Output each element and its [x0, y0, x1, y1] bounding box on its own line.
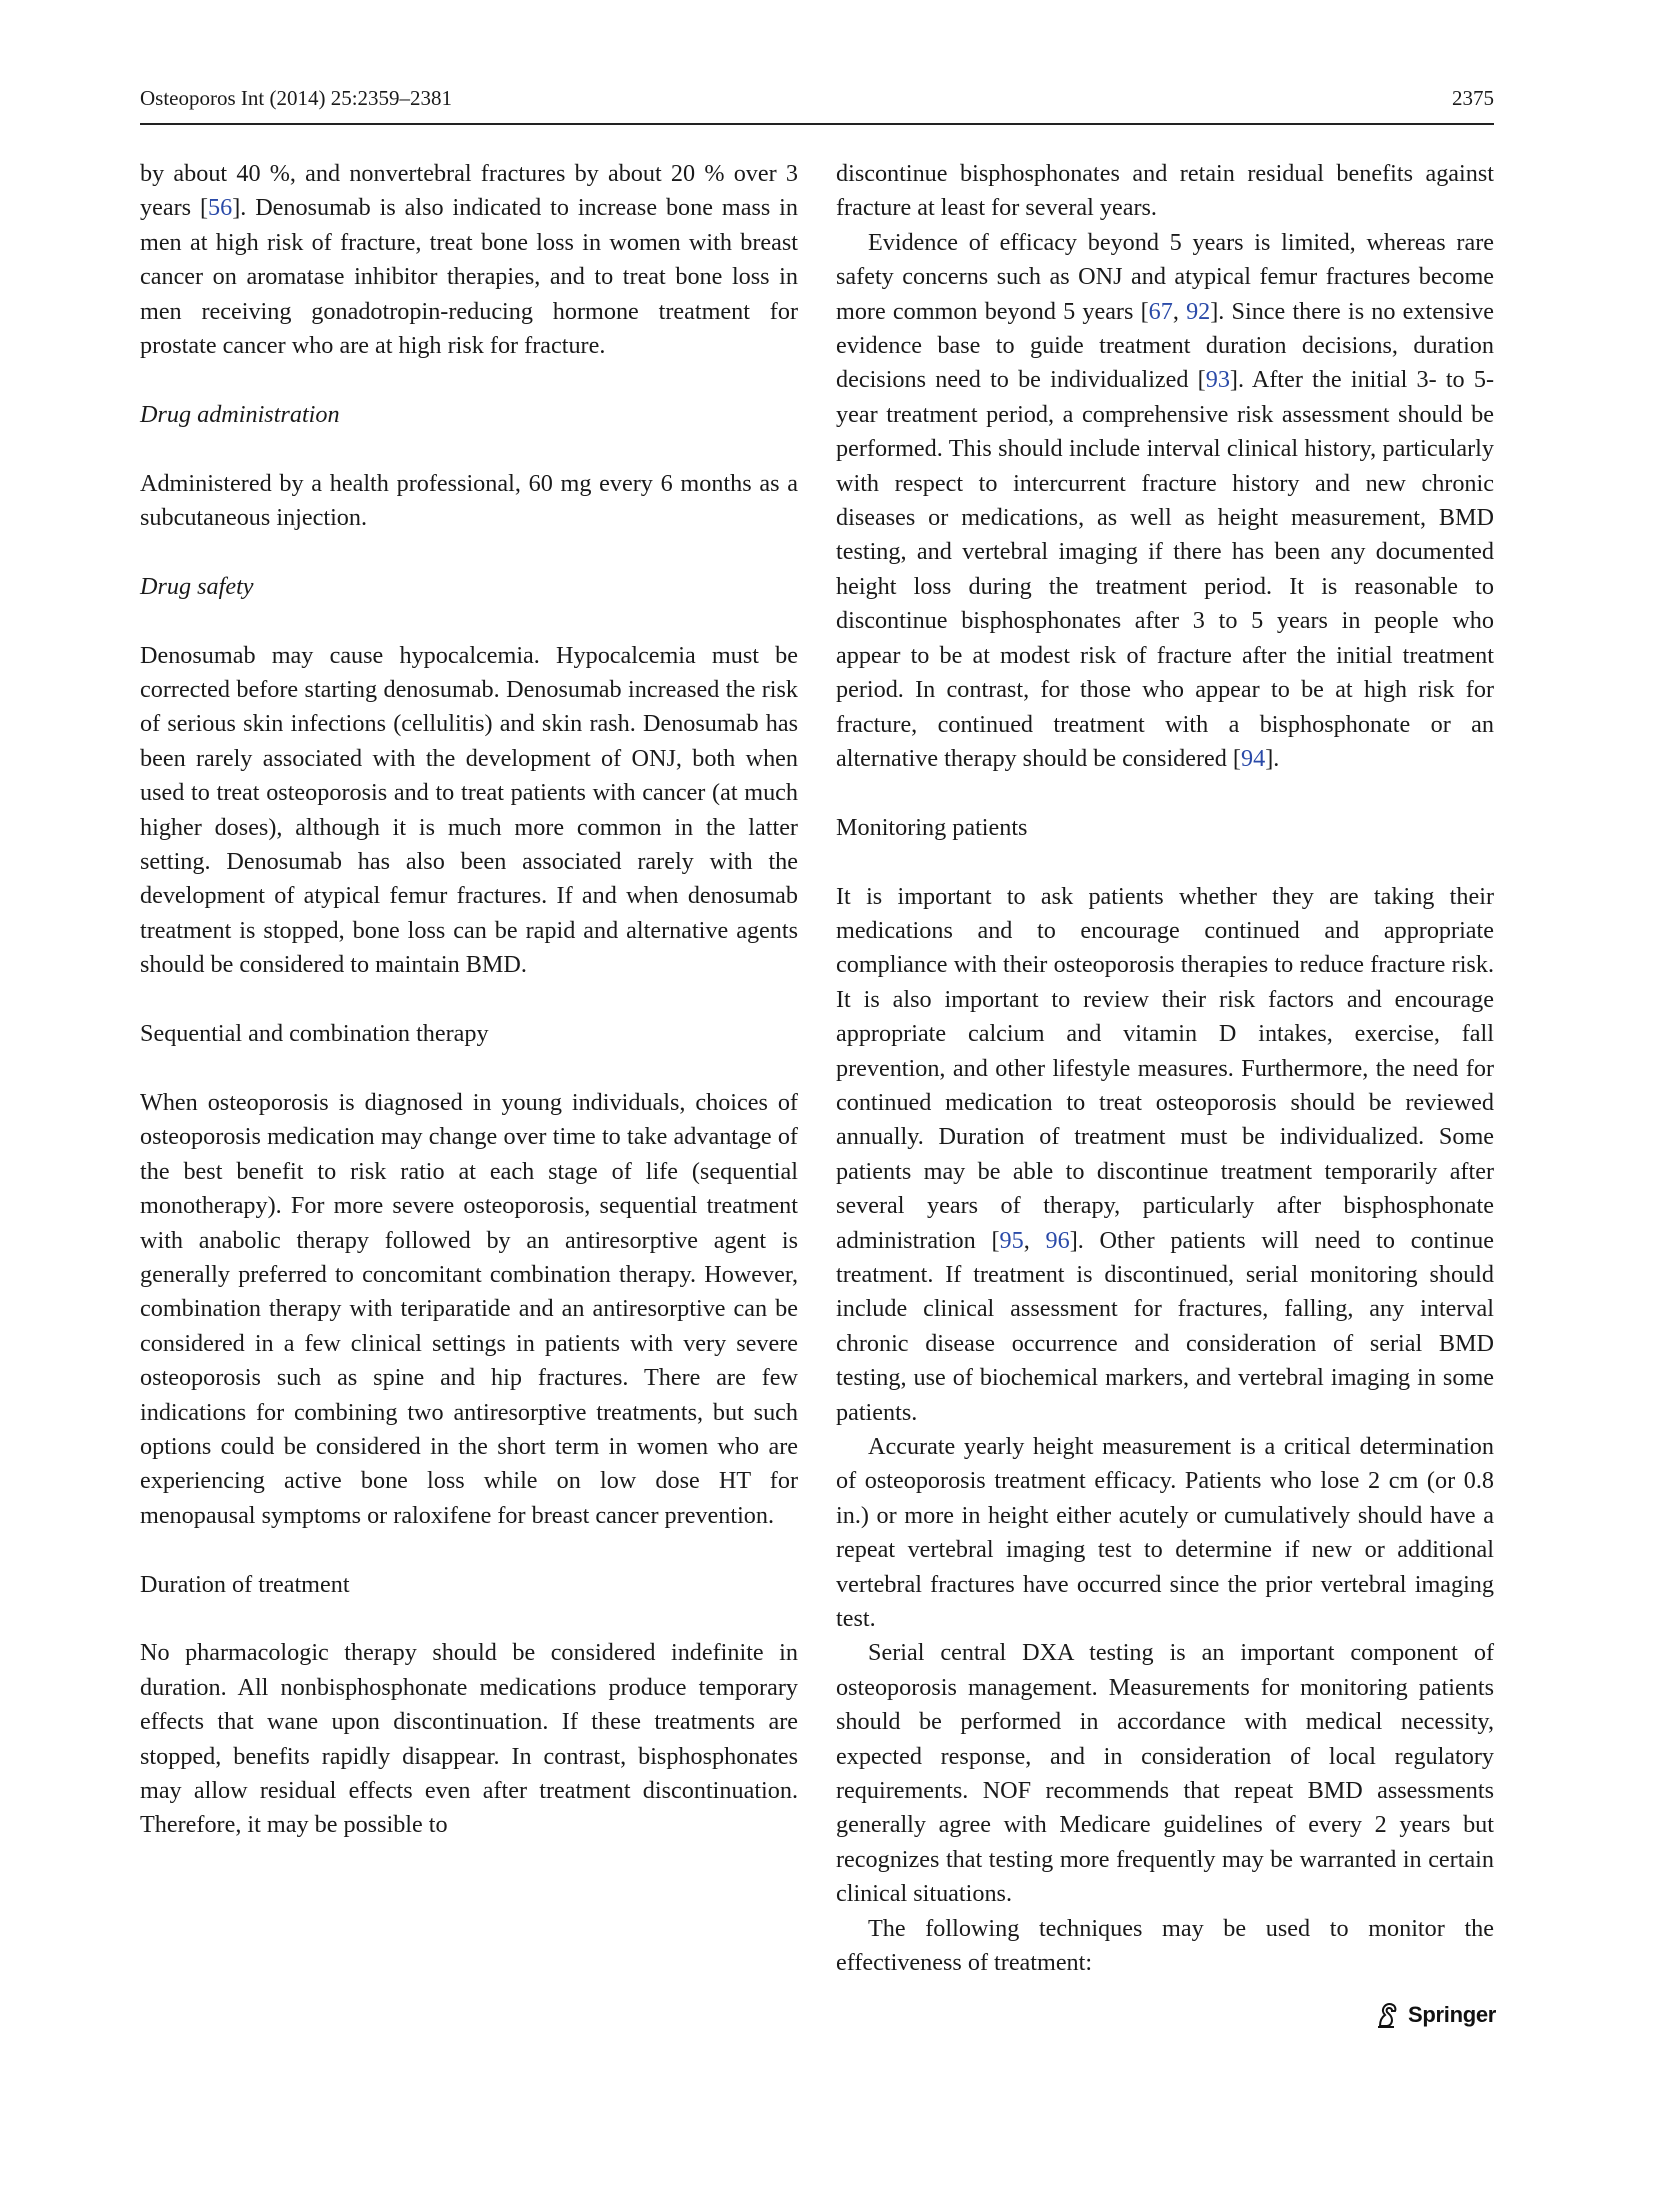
text-run: by about 40 %, and nonvertebral fractures by about 20 % over 3 years [ — [140, 160, 798, 222]
paragraph-drug-administration: Administered by a health professional, 60 mg every 6 months as a subcutaneous injection. — [140, 469, 798, 532]
left-column — [140, 157, 798, 1843]
text-run: ]. — [1265, 744, 1280, 772]
paragraph-evidence-efficacy — [836, 226, 1494, 777]
journal-citation: Osteoporos Int (2014) 25:2359–2381 — [140, 86, 453, 110]
paragraph-techniques: The following techniques may be used to monitor the effectiveness of treatment: — [836, 1914, 1494, 1977]
paragraph-serial-dxa: Serial central DXA testing is an important component of osteoporosis management. Measurements for monitoring patients should be performed in accordance with medical necessity, expected response, and in consideration of local regulatory requirements. NOF recommends that repeat BMD assessments generally agree with Medicare guidelines of every 2 years but recognizes that testing more frequently may be warranted in certain clinical situations. — [836, 1639, 1494, 1908]
text-run: ]. After the initial 3- to 5-year treatment period, a comprehensive risk assessment should be performed. This should include interval clinical history, particularly with respect to intercurrent fracture history and new chronic diseases or medications, as well as height measurement, BMD testing, and vertebral imaging if there has been any documented height loss during the treatment period. It is reasonable to discontinue bisphosphonates after 3 to 5 years in people who appear to be at modest risk of fracture after the initial treatment period. In contrast, for those who appear to be at high risk for fracture, continued treatment with a bisphosphonate or an alternative therapy should be considered [ — [836, 366, 1494, 772]
springer-horse-icon — [1372, 2000, 1402, 2030]
paragraph-discontinue: discontinue bisphosphonates and retain residual benefits against fracture at least for several years. — [836, 160, 1494, 222]
citation-link[interactable]: 96 — [1045, 1226, 1070, 1254]
citation-link[interactable]: 92 — [1186, 297, 1211, 325]
text-run: Evidence of efficacy beyond 5 years is limited, whereas rare safety concerns such as ONJ and atypical femur fractures become more common beyond 5 years [ — [836, 228, 1494, 325]
running-header — [140, 86, 1494, 122]
text-run: , — [1172, 297, 1187, 325]
header-divider — [140, 123, 1494, 125]
right-column — [836, 157, 1494, 1981]
text-run: It is important to ask patients whether they are taking their medications and to encourage continued and appropriate compliance with their osteoporosis therapies to reduce fracture risk. It is also important to review their risk factors and encourage appropriate calcium and vitamin D intakes, exercise, fall prevention, and other lifestyle measures. Furthermore, the need for continued medication to treat osteoporosis should be reviewed annually. Duration of treatment must be individualized. Some patients may be able to discontinue treatment temporarily after several years of therapy, particularly after bisphosphonate administration [ — [836, 882, 1494, 1254]
section-heading-duration: Duration of treatment — [140, 1570, 350, 1598]
citation-link[interactable]: 67 — [1148, 297, 1173, 325]
paragraph-sequential-therapy: When osteoporosis is diagnosed in young individuals, choices of osteoporosis medication may change over time to take advantage of the best benefit to risk ratio at each stage of life (sequential monotherapy). For more severe osteoporosis, sequential treatment with anabolic therapy followed by an antiresorptive agent is generally preferred to concomitant combination therapy. However, combination therapy with teriparatide and an antiresorptive can be considered in a few clinical settings in patients with very severe osteoporosis such as spine and hip fractures. There are few indications for combining two antiresorptive treatments, but such options could be considered in the short term in women who are experiencing active bone loss while on low dose HT for menopausal symptoms or raloxifene for breast cancer prevention. — [140, 1088, 798, 1529]
page-number: 2375 — [1452, 86, 1494, 110]
text-run: ]. Denosumab is also indicated to increase bone mass in men at high risk of fracture, treat bone loss in women with breast cancer on aromatase inhibitor therapies, and to treat bone loss in men receiving gonadotropin-reducing hormone treatment for prostate cancer who are at high risk for fracture. — [140, 194, 798, 360]
text-run: ]. Other patients will need to continue treatment. If treatment is discontinued, serial monitoring should include clinical assessment for fractures, falling, any interval chronic disease occurrence and consideration of serial BMD testing, use of biochemical markers, and vertebral imaging in some patients. — [836, 1226, 1494, 1426]
text-run: ]. Since there is no extensive evidence base to guide treatment duration decisions, duration decisions need to be individualized [ — [836, 297, 1494, 394]
section-heading-sequential-therapy: Sequential and combination therapy — [140, 1020, 489, 1048]
paragraph-denosumab-efficacy — [140, 157, 798, 363]
section-heading-drug-safety: Drug safety — [140, 572, 254, 600]
section-heading-monitoring: Monitoring patients — [836, 813, 1028, 841]
citation-link[interactable]: 93 — [1205, 366, 1230, 394]
publisher-name: Springer — [1408, 2002, 1497, 2027]
citation-link[interactable]: 95 — [999, 1226, 1024, 1254]
section-heading-drug-administration: Drug administration — [140, 400, 340, 428]
paragraph-drug-safety: Denosumab may cause hypocalcemia. Hypocalcemia must be corrected before starting denosumab. Denosumab increased the risk of serious skin infections (cellulitis) and skin rash. Denosumab has been rarely associated with the development of ONJ, both when used to treat osteoporosis and to treat patients with cancer (at much higher doses), although it is much more common in the latter setting. Denosumab has also been associated rarely with the development of atypical femur fractures. If and when denosumab treatment is stopped, bone loss can be rapid and alternative agents should be considered to maintain BMD. — [140, 641, 798, 979]
citation-link[interactable]: 94 — [1241, 744, 1266, 772]
paragraph-monitoring — [836, 880, 1494, 1431]
citation-link[interactable]: 56 — [208, 194, 233, 222]
text-run: , — [1023, 1226, 1046, 1254]
paragraph-duration: No pharmacologic therapy should be considered indefinite in duration. All nonbisphosphonate medications produce temporary effects that wane upon discontinuation. If these treatments are stopped, benefits rapidly disappear. In contrast, bisphosphonates may allow residual effects even after treatment discontinuation. Therefore, it may be possible to — [140, 1639, 798, 1839]
paragraph-height-measurement: Accurate yearly height measurement is a critical determination of osteoporosis treatment efficacy. Patients who lose 2 cm (or 0.8 in.) or more in height either acutely or cumulatively should have a repeat vertebral imaging test to determine if new or additional vertebral fractures have occurred since the prior vertebral imaging test. — [836, 1433, 1494, 1633]
publisher-logo — [1372, 2000, 1496, 2030]
